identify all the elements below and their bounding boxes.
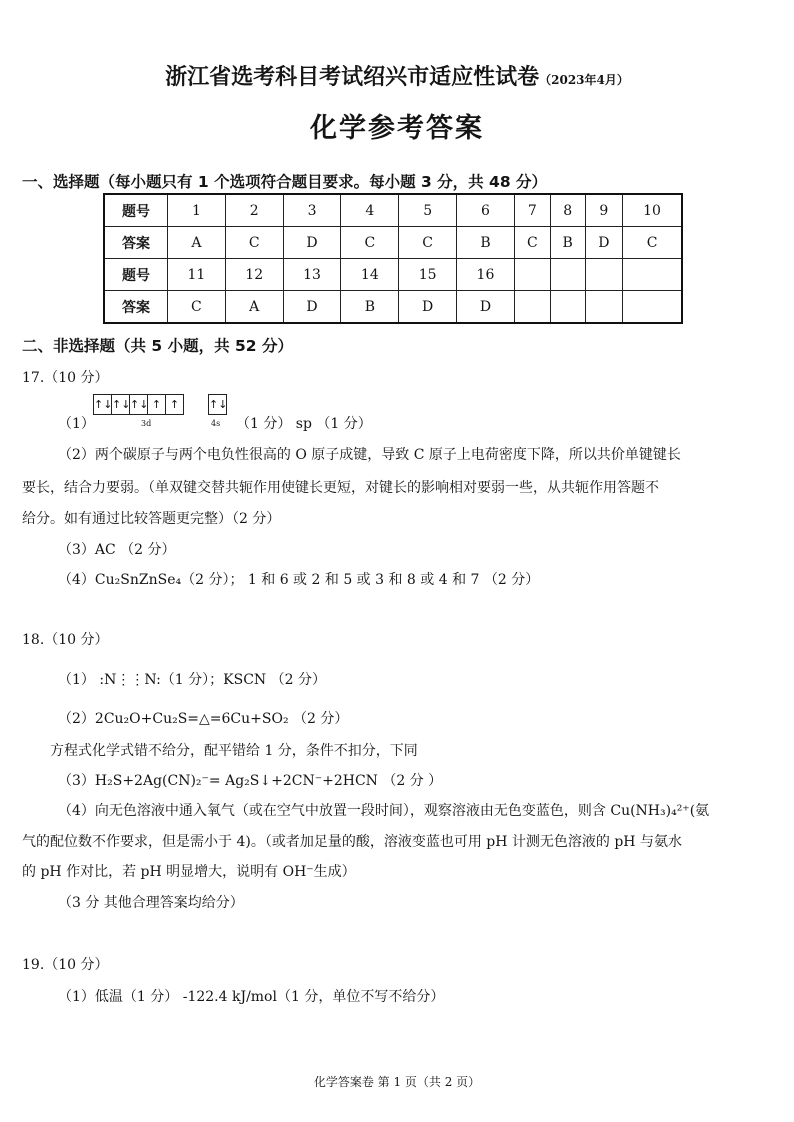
q17-p2-line2: 要长，结合力要弱。（单双键交替共轭作用使键长更短，对键长的影响相对要弱一些，从共轭作用答题不: [22, 480, 659, 496]
table-cell: 13: [283, 259, 341, 291]
table-label-ans: 答案: [104, 227, 168, 259]
table-cell: [585, 291, 623, 324]
table-cell: C: [225, 227, 283, 259]
table-cell: 3: [283, 194, 341, 227]
q17-header: 17.（10 分）: [22, 370, 109, 386]
table-cell: 1: [168, 194, 226, 227]
table-cell: [550, 259, 585, 291]
table-cell: [623, 259, 682, 291]
table-row: [104, 194, 682, 227]
table-cell: 12: [225, 259, 283, 291]
q18-p4-line1: （4）向无色溶液中通入氧气（或在空气中放置一段时间），观察溶液由无色变蓝色，则含 Cu(NH₃)₄²⁺(氨: [58, 803, 710, 819]
orbital-diagram-3d: [93, 393, 183, 415]
table-cell: D: [457, 291, 515, 324]
table-cell: 5: [399, 194, 457, 227]
table-cell: C: [399, 227, 457, 259]
table-label-ans: 答案: [104, 291, 168, 324]
table-cell: C: [514, 227, 550, 259]
q17-p4: （4）Cu₂SnZnSe₄（2 分）； 1 和 6 或 2 和 5 或 3 和 8 或 4 和 7 （2 分）: [58, 572, 540, 588]
table-cell: [585, 259, 623, 291]
section1-heading: 一、选择题（每小题只有 1 个选项符合题目要求。每小题 3 分，共 48 分）: [22, 173, 548, 191]
table-cell: A: [225, 291, 283, 324]
orbital-label-4s: 4s: [211, 419, 221, 428]
q18-p1: （1） :N⋮⋮N:（1 分）；KSCN （2 分）: [58, 672, 326, 688]
q18-p2: （2）2Cu₂O+Cu₂S=△=6Cu+SO₂ （2 分）: [58, 711, 349, 727]
table-cell: 4: [341, 194, 399, 227]
q17-p1-num: （1）: [58, 416, 95, 432]
title-main: 浙江省选考科目考试绍兴市适应性试卷: [165, 64, 540, 90]
table-cell: C: [341, 227, 399, 259]
q17-p2-line1: （2）两个碳原子与两个电负性很高的 O 原子成键，导致 C 原子上电荷密度下降，所以共价单键键长: [58, 447, 681, 463]
table-cell: A: [168, 227, 226, 259]
q19-header: 19.（10 分）: [22, 957, 109, 973]
table-cell: D: [283, 291, 341, 324]
table-cell: [514, 259, 550, 291]
q18-p3: （3）H₂S+2Ag(CN)₂⁻= Ag₂S↓+2CN⁻+2HCN （2 分 ）: [58, 773, 443, 789]
table-cell: 2: [225, 194, 283, 227]
table-label-num: 题号: [104, 259, 168, 291]
table-row: [104, 291, 682, 324]
orbital-box: ↑↓: [129, 394, 148, 415]
orbital-box: ↑↓: [111, 394, 130, 415]
table-cell: [623, 291, 682, 324]
document-subtitle: 化学参考答案: [310, 113, 484, 144]
page-footer: 化学答案卷 第 1 页（共 2 页）: [313, 1075, 481, 1089]
table-cell: D: [585, 227, 623, 259]
orbital-box: ↑↓: [208, 394, 227, 415]
table-cell: B: [550, 227, 585, 259]
table-row: [104, 227, 682, 259]
section2-heading: 二、非选择题（共 5 小题，共 52 分）: [22, 337, 293, 355]
q18-p4-line2: 气的配位数不作要求，但是需小于 4)。（或者加足量的酸，溶液变蓝也可用 pH 计测无色溶液的 pH 与氨水: [22, 834, 682, 850]
orbital-box: ↑: [165, 394, 184, 415]
q18-header: 18.（10 分）: [22, 632, 109, 648]
q18-p4-line3: 的 pH 作对比，若 pH 明显增大，说明有 OH⁻生成）: [22, 864, 356, 880]
q18-p2-note: 方程式化学式错不给分，配平错给 1 分，条件不扣分，下同: [50, 743, 418, 759]
q17-p3: （3）AC （2 分）: [58, 542, 176, 558]
table-cell: 10: [623, 194, 682, 227]
table-row: [104, 259, 682, 291]
table-cell: 11: [168, 259, 226, 291]
table-cell: [514, 291, 550, 324]
table-cell: 16: [457, 259, 515, 291]
table-cell: C: [623, 227, 682, 259]
orbital-box: ↑: [147, 394, 166, 415]
q17-p2-line3: 给分。如有通过比较答题更完整）（2 分）: [22, 511, 281, 527]
table-cell: 15: [399, 259, 457, 291]
q18-p4-note: （3 分 其他合理答案均给分）: [58, 895, 244, 911]
table-cell: [550, 291, 585, 324]
table-cell: B: [341, 291, 399, 324]
q19-p1: （1）低温（1 分） -122.4 kJ/mol（1 分，单位不写不给分）: [58, 989, 445, 1005]
table-cell: B: [457, 227, 515, 259]
table-cell: 8: [550, 194, 585, 227]
table-cell: 9: [585, 194, 623, 227]
document-title: [0, 60, 794, 91]
table-label-num: 题号: [104, 194, 168, 227]
table-cell: 7: [514, 194, 550, 227]
title-date: （2023年4月）: [539, 73, 629, 87]
orbital-box: ↑↓: [93, 394, 112, 415]
orbital-label-3d: 3d: [141, 419, 152, 428]
table-cell: 6: [457, 194, 515, 227]
orbital-diagram-4s: [208, 393, 226, 415]
table-cell: C: [168, 291, 226, 324]
q17-p1-rest: （1 分） sp （1 分）: [236, 416, 372, 432]
table-cell: D: [283, 227, 341, 259]
table-cell: D: [399, 291, 457, 324]
answer-table: [103, 193, 683, 324]
table-cell: 14: [341, 259, 399, 291]
